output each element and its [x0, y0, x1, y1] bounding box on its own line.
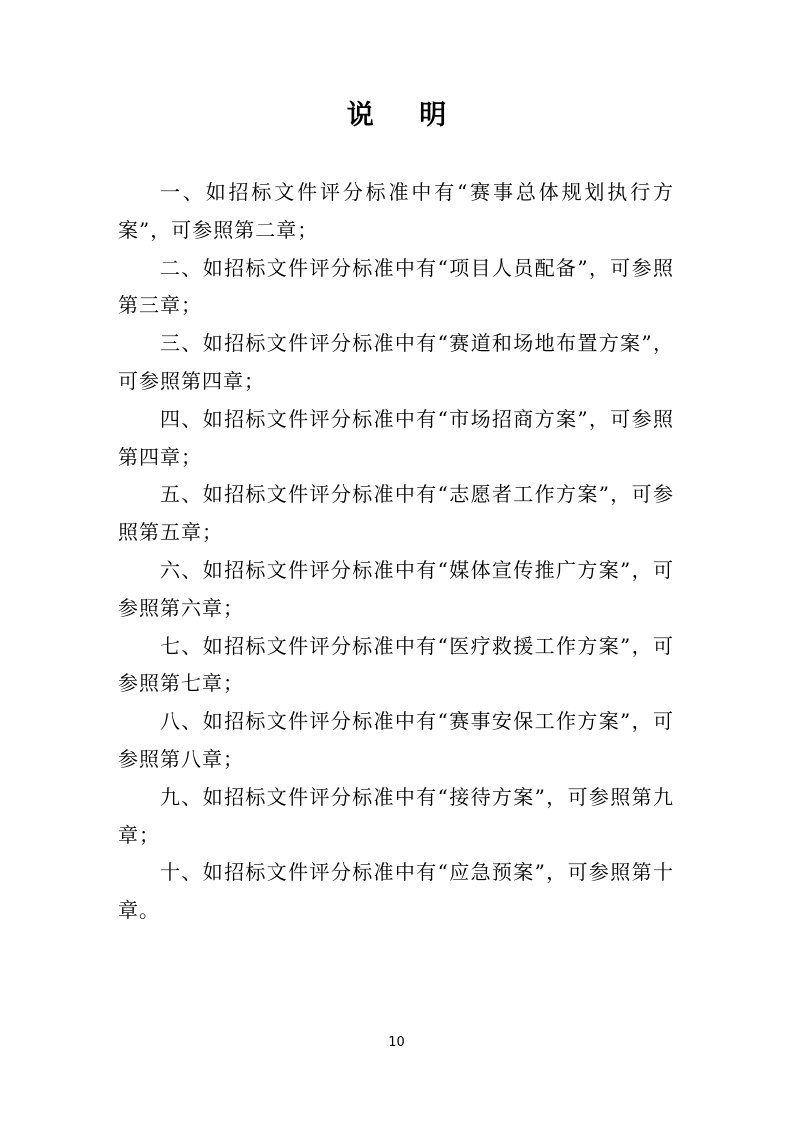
document-body	[118, 174, 674, 930]
list-item: 八、如招标文件评分标准中有“赛事安保工作方案”，可参照第八章；	[118, 709, 674, 771]
page-title: 说 明	[346, 100, 465, 131]
list-item: 五、如招标文件评分标准中有“志愿者工作方案”，可参照第五章；	[118, 482, 674, 545]
list-item: 三、如招标文件评分标准中有“赛道和场地布置方案”，可参照第四章；	[118, 331, 674, 393]
list-item: 九、如招标文件评分标准中有“接待方案”，可参照第九章；	[118, 784, 674, 847]
list-item: 十、如招标文件评分标准中有“应急预案”，可参照第十章。	[118, 860, 674, 923]
list-item: 二、如招标文件评分标准中有“项目人员配备”，可参照第三章；	[118, 255, 674, 318]
page-number: 10	[388, 1035, 405, 1050]
list-item: 四、如招标文件评分标准中有“市场招商方案”，可参照第四章；	[118, 406, 674, 469]
list-item: 七、如招标文件评分标准中有“医疗救援工作方案”，可参照第七章；	[118, 633, 674, 696]
list-item: 六、如招标文件评分标准中有“媒体宣传推广方案”，可参照第六章；	[118, 557, 674, 620]
list-item: 一、如招标文件评分标准中有“赛事总体规划执行方案”，可参照第二章；	[118, 180, 674, 242]
